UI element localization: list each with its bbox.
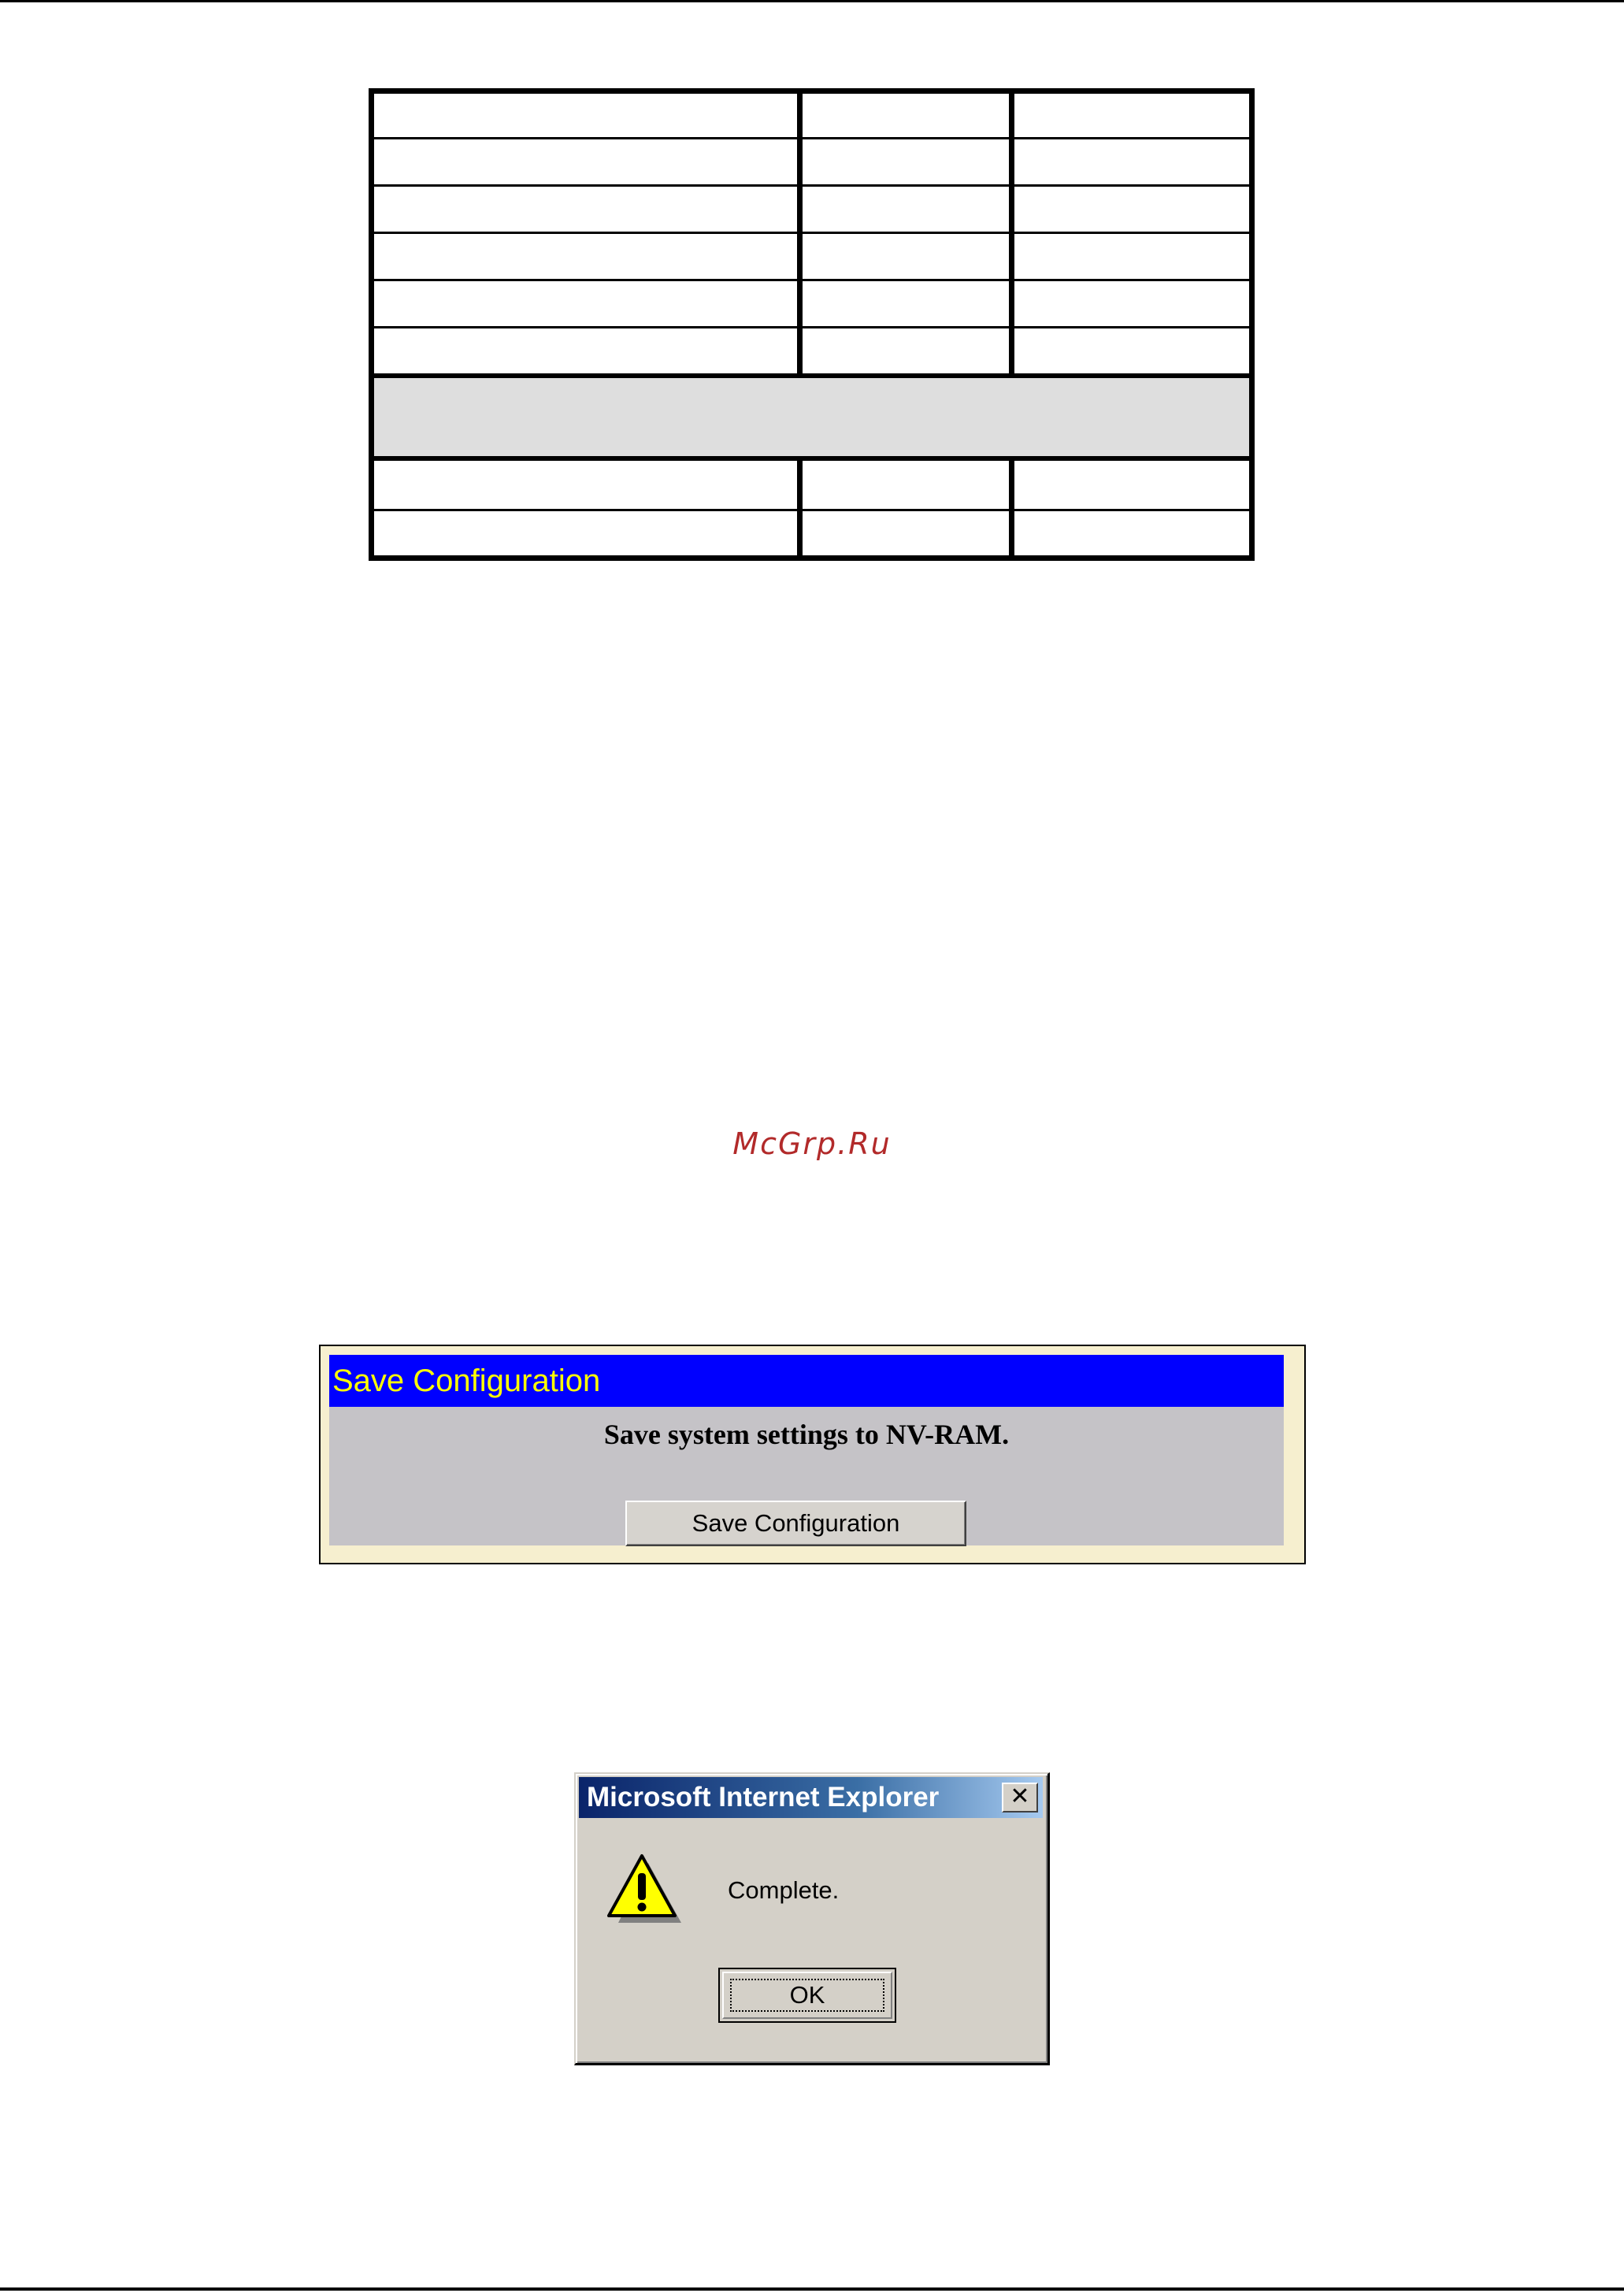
warning-icon xyxy=(603,1850,681,1928)
table-row-divider xyxy=(374,456,1249,461)
table-col-divider xyxy=(1009,461,1014,561)
dialog-titlebar[interactable] xyxy=(579,1777,1043,1818)
table-row-divider xyxy=(374,279,1249,281)
save-configuration-button[interactable]: Save Configuration xyxy=(625,1501,966,1546)
table-row-divider xyxy=(374,326,1249,328)
dialog-title: Microsoft Internet Explorer xyxy=(587,1782,940,1813)
table-col-divider xyxy=(797,94,803,373)
table-row-divider xyxy=(374,509,1249,511)
table-row-divider xyxy=(374,184,1249,187)
save-panel-description: Save system settings to NV-RAM. xyxy=(603,1419,1010,1450)
empty-table xyxy=(369,88,1255,561)
table-col-divider xyxy=(1009,94,1014,373)
ok-button[interactable] xyxy=(718,1968,896,2023)
dialog-message: Complete. xyxy=(728,1876,840,1904)
alert-dialog xyxy=(574,1772,1050,2065)
table-shaded-row xyxy=(374,378,1249,456)
watermark: McGrp.Ru xyxy=(732,1126,892,1161)
table-row-divider xyxy=(374,232,1249,234)
ok-button-label: OK xyxy=(730,1979,884,2011)
ok-button-face xyxy=(722,1972,892,2019)
bottom-rule xyxy=(0,2287,1624,2291)
save-panel-title: Save Configuration xyxy=(329,1355,1284,1407)
table-col-divider xyxy=(797,461,803,561)
close-icon[interactable]: ✕ xyxy=(1002,1783,1038,1813)
table-row-divider xyxy=(374,137,1249,139)
top-rule xyxy=(0,0,1624,2)
